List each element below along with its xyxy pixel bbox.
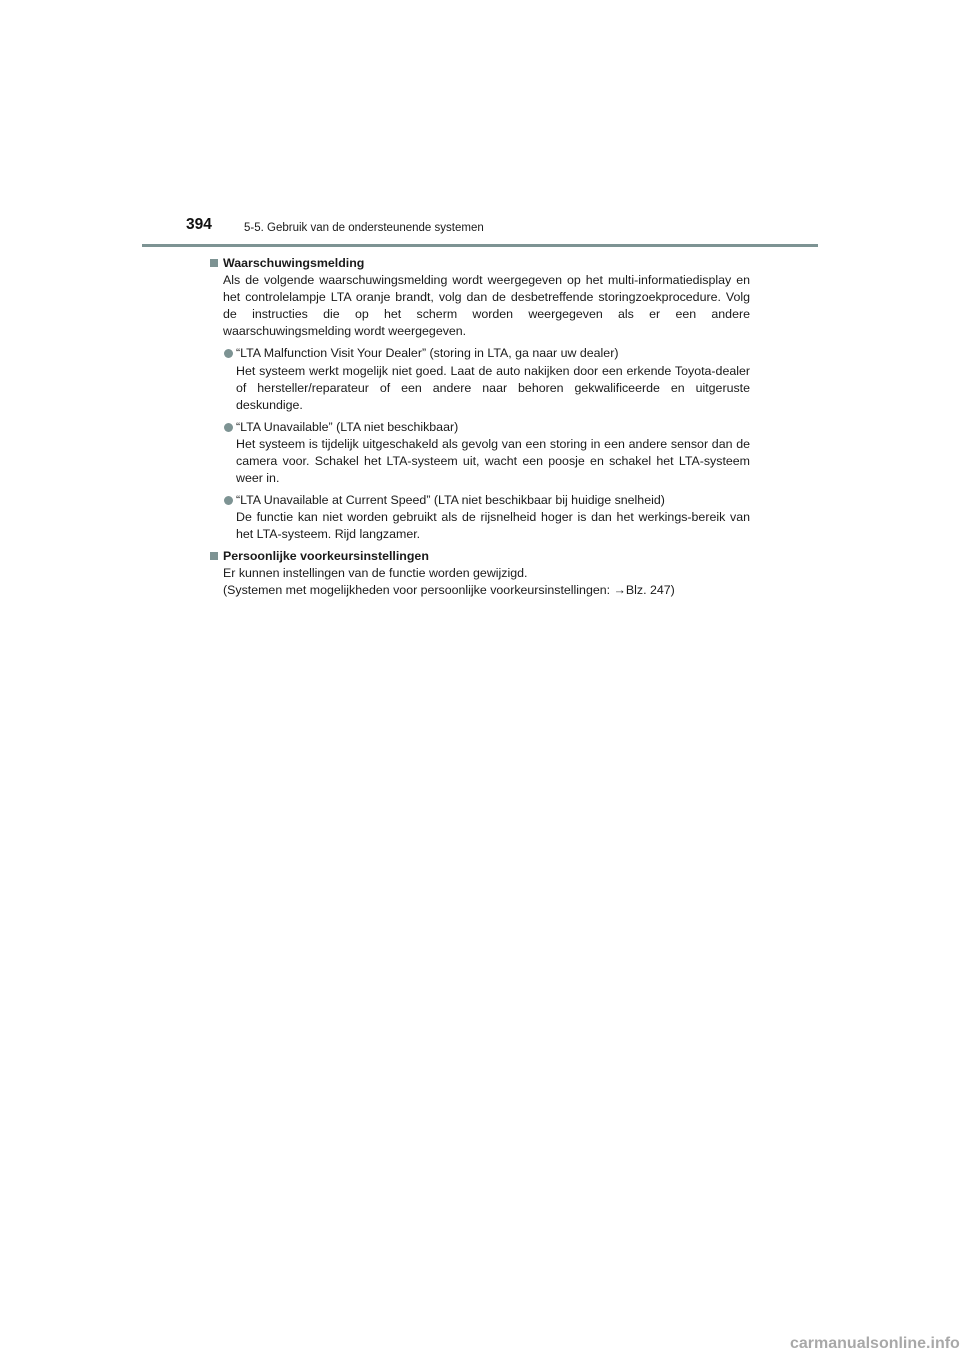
- bullet-title: “LTA Malfunction Visit Your Dealer” (storing in LTA, ga naar uw dealer): [236, 346, 619, 361]
- section-heading-text: Waarschuwingsmelding: [223, 256, 365, 270]
- section-personal-settings: [210, 548, 750, 599]
- page-content: [210, 255, 750, 599]
- section-intro: Als de volgende waarschuwingsmelding wordt weergegeven op het multi-informatiedisplay en het controlelampje LTA oranje brandt, volg dan de desbetreffende storingzoekprocedure. Volg de instructies die op het scherm worden weergegeven als er een andere waarschuwingsmelding wordt weergegeven.: [223, 273, 750, 339]
- square-bullet-icon: [210, 259, 218, 267]
- section-text-line: Er kunnen instellingen van de functie worden gewijzigd.: [223, 565, 528, 580]
- page-reference-link[interactable]: (Systemen met mogelijkheden voor persoonlijke voorkeursinstellingen: →Blz. 247): [223, 582, 675, 597]
- bullet-title: “LTA Unavailable” (LTA niet beschikbaar): [236, 419, 459, 434]
- bullet-text: Het systeem is tijdelijk uitgeschakeld als gevolg van een storing in een andere sensor dan de camera voor. Schakel het LTA-systeem uit, wacht een poosje en schakel het LTA-systeem weer in.: [236, 436, 750, 486]
- section-heading-text: Persoonlijke voorkeursinstellingen: [223, 548, 429, 563]
- list-item: [210, 492, 750, 543]
- circle-bullet-icon: [224, 349, 233, 358]
- circle-bullet-icon: [224, 423, 233, 432]
- list-item: [210, 419, 750, 487]
- section-warning-message: [210, 255, 750, 544]
- page-number: 394: [186, 216, 212, 233]
- bullet-text: Het systeem werkt mogelijk niet goed. Laat de auto nakijken door een erkende Toyota-dealer of hersteller/reparateur of een andere naar behoren gekwalificeerde en uitgeruste deskundige.: [236, 363, 750, 412]
- section-heading: [210, 255, 750, 272]
- bullet-text: De functie kan niet worden gebruikt als de rijsnelheid hoger is dan het werkings-bereik van het LTA-systeem. Rijd langzamer.: [236, 510, 750, 542]
- chapter-title: 5-5. Gebruik van de ondersteunende systemen: [244, 222, 484, 234]
- watermark: carmanualsonline.info: [790, 1335, 960, 1352]
- circle-bullet-icon: [224, 496, 233, 505]
- header-divider: [142, 244, 818, 247]
- bullet-title: “LTA Unavailable at Current Speed” (LTA niet beschikbaar bij huidige snelheid): [236, 493, 665, 508]
- square-bullet-icon: [210, 552, 218, 560]
- section-heading: [210, 548, 750, 565]
- list-item: [210, 345, 750, 413]
